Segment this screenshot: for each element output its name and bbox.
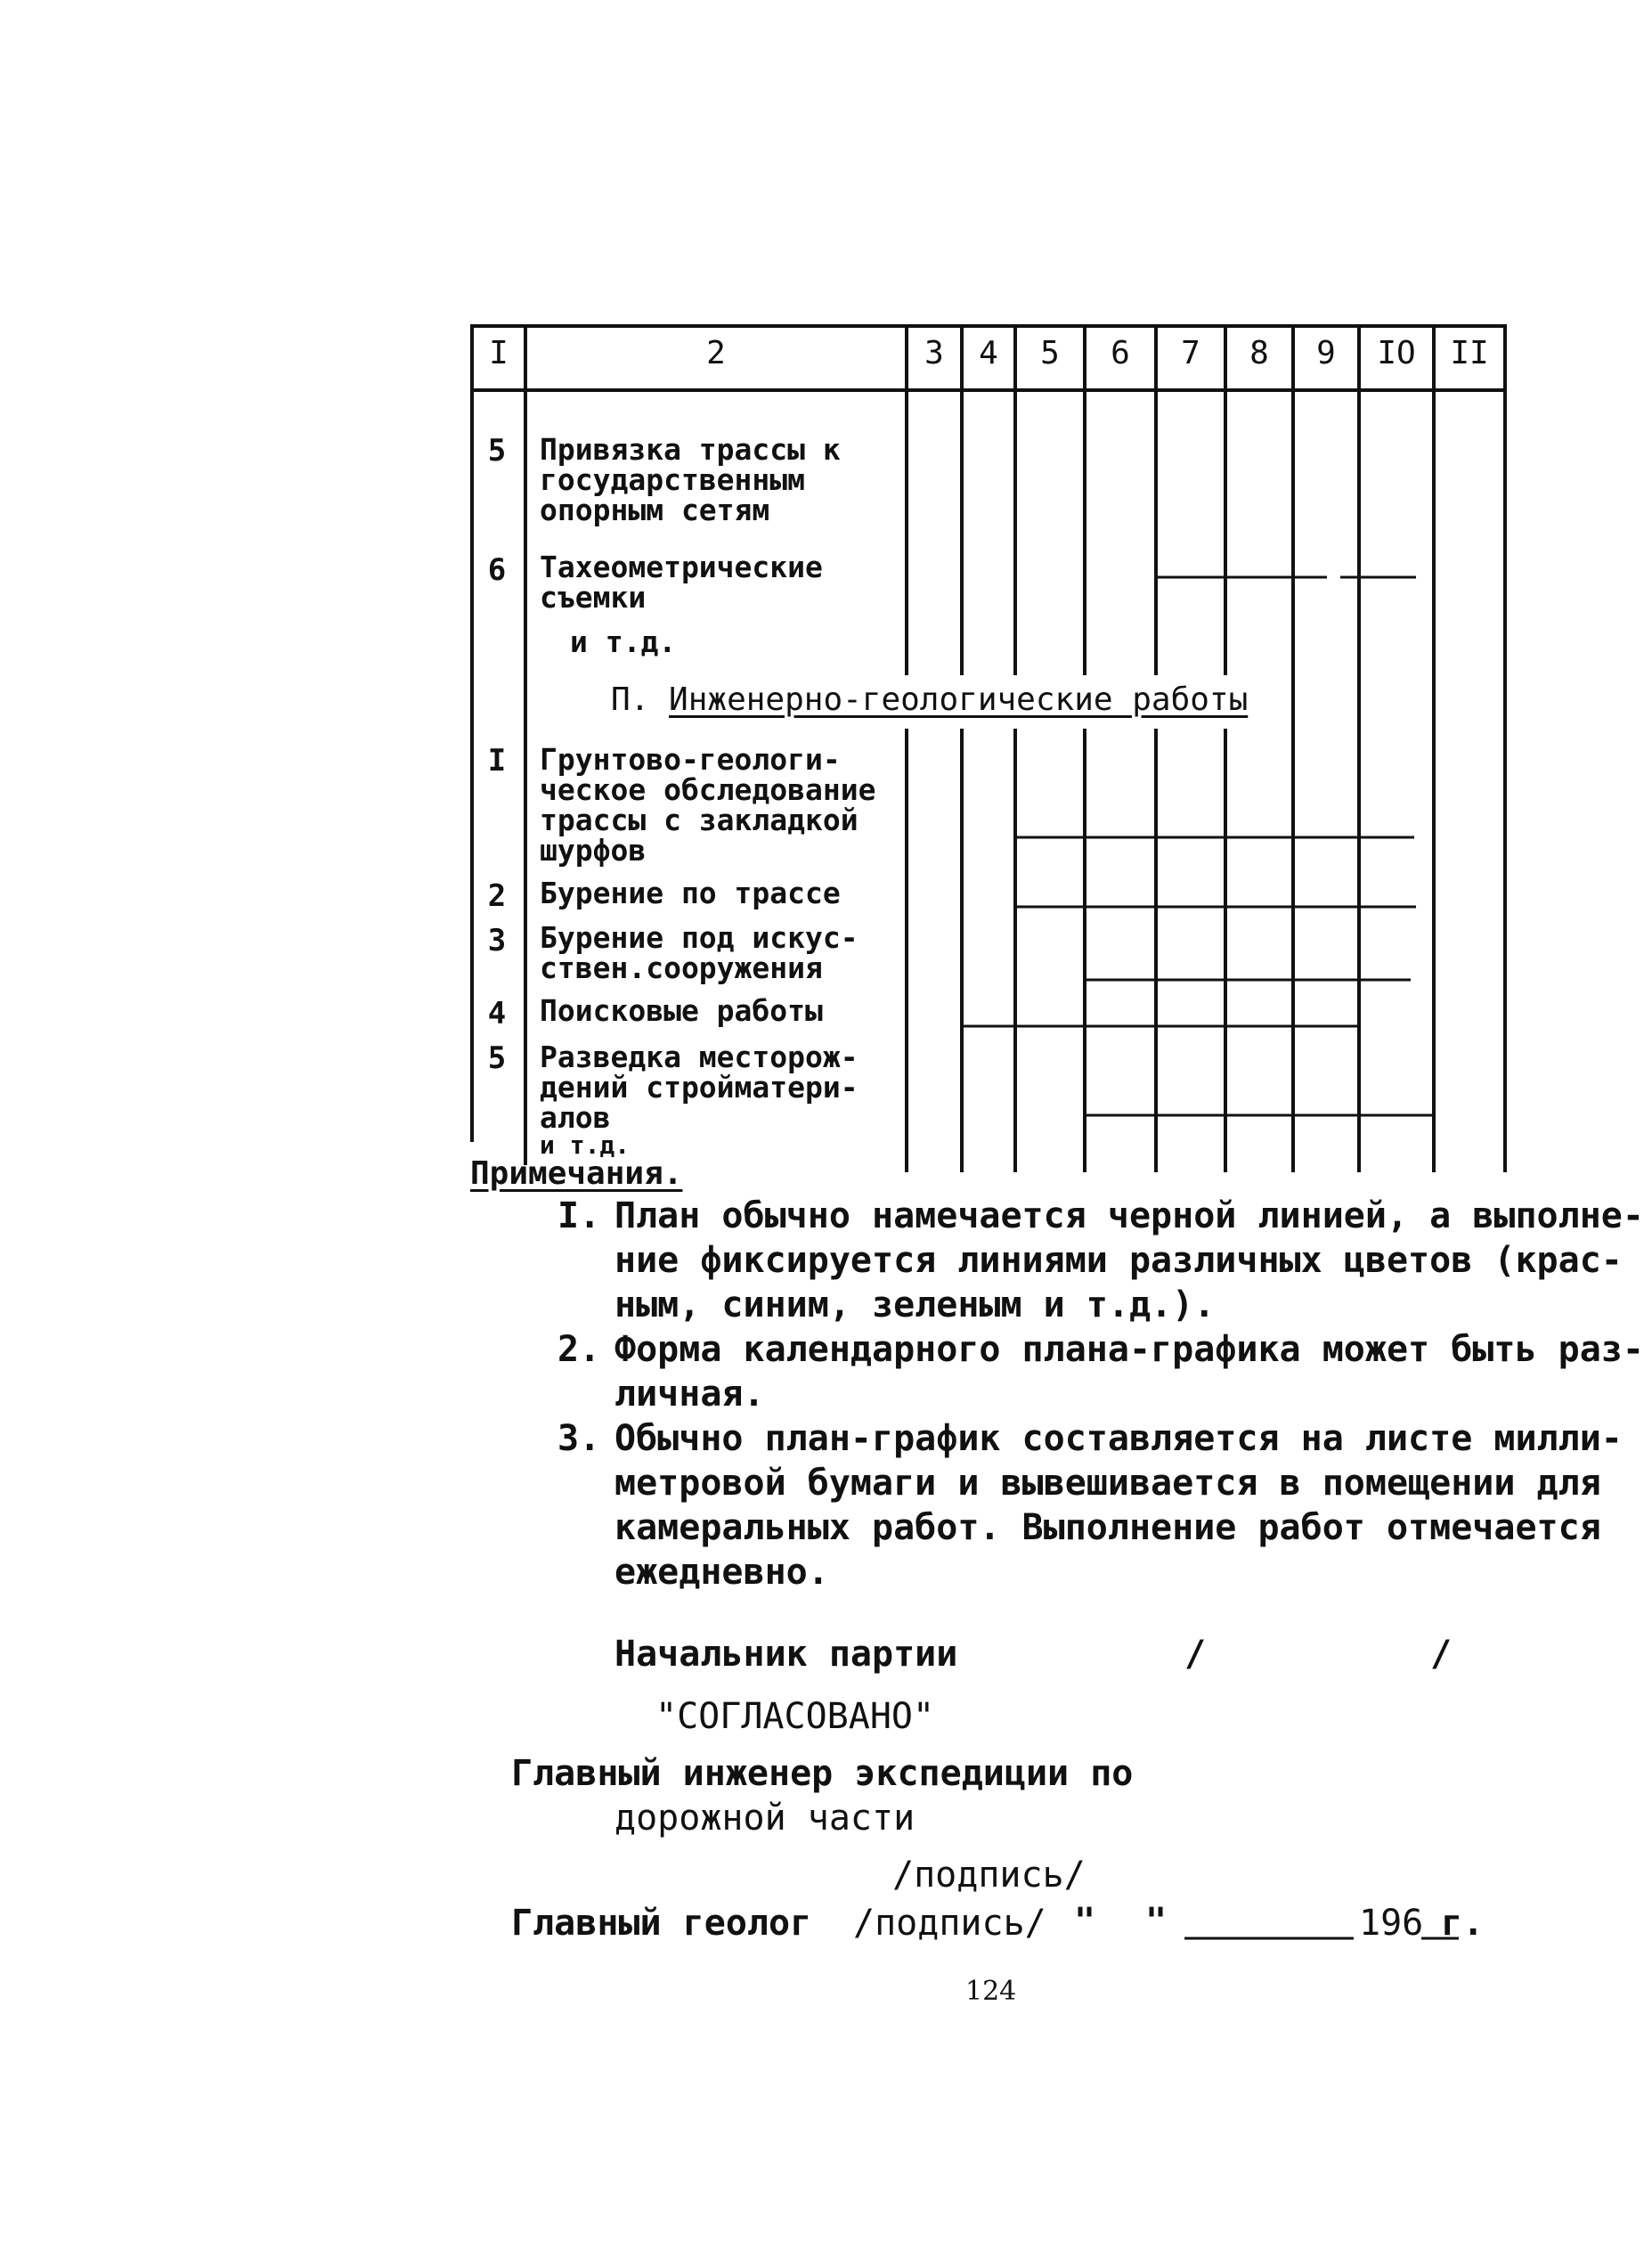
row-text-line: Грунтово-геологи-: [540, 742, 841, 777]
header-col-4: 4: [979, 335, 998, 371]
note-line: ежедневно.: [614, 1552, 829, 1593]
row-text-line: Бурение по трассе: [540, 876, 841, 910]
row-text-line: Тахеометрические: [540, 550, 823, 584]
agreed-label: "СОГЛАСОВАНО": [655, 1696, 935, 1737]
row-text-line: шурфов: [540, 833, 647, 868]
chief-geologist-label: Главный геолог: [511, 1903, 812, 1944]
date-quote-close: ": [1145, 1901, 1168, 1942]
header-col-6: 6: [1111, 335, 1130, 371]
chief-engineer-label: дорожной части: [614, 1798, 916, 1839]
year-suffix: г.: [1441, 1903, 1485, 1944]
row-text-line: Поисковые работы: [540, 993, 823, 1028]
header-col-11: II: [1450, 335, 1489, 371]
row-number: 2: [487, 878, 507, 914]
header-col-8: 8: [1249, 335, 1269, 371]
row-text-line: Бурение под искус-: [540, 920, 859, 955]
etc-marker: и т.д.: [540, 1130, 631, 1160]
section-name: Инженерно-геологические работы: [669, 681, 1249, 718]
chief-engineer-label: Главный инженер экспедиции по: [511, 1753, 1134, 1794]
note-line: метровой бумаги и вывешивается в помещении для: [614, 1463, 1601, 1504]
header-col-10: IO: [1377, 335, 1416, 371]
note-number: 2.: [557, 1329, 601, 1370]
row-text-line: трассы с закладкой: [540, 803, 859, 837]
row-text-line: ствен.сооружения: [540, 950, 823, 985]
row-number: 4: [487, 996, 507, 1032]
header-col-3: 3: [924, 335, 944, 371]
row-number: 6: [487, 552, 507, 588]
signature-slash: /: [1430, 1634, 1453, 1675]
header-col-7: 7: [1181, 335, 1200, 371]
signature-slash: /: [1184, 1634, 1207, 1675]
year-prefix: 196: [1359, 1903, 1424, 1944]
row-number: 5: [487, 1040, 507, 1076]
row-text-line: съемки: [540, 580, 647, 615]
row-number: 3: [487, 923, 507, 958]
note-line: План обычно намечается черной линией, а выполне-: [614, 1195, 1644, 1236]
header-col-1: I: [489, 335, 509, 371]
section-prefix: П.: [611, 681, 650, 718]
row-text-line: Привязка трассы к: [540, 432, 841, 467]
row-number: 5: [487, 433, 507, 469]
signature-placeholder: /подпись/: [853, 1903, 1046, 1944]
note-line: Форма календарного плана-графика может быть раз-: [614, 1329, 1644, 1370]
page-number: 124: [965, 1976, 1017, 2007]
note-number: I.: [557, 1195, 601, 1236]
etc-marker: и т.д.: [570, 624, 677, 659]
note-line: личная.: [614, 1374, 765, 1415]
row-text-line: Разведка месторож-: [540, 1040, 859, 1074]
row-text-line: ческое обследование: [540, 772, 876, 807]
note-number: 3.: [557, 1418, 601, 1459]
row-text-line: дений стройматери-: [540, 1070, 859, 1105]
notes-heading: Примечания.: [470, 1155, 683, 1192]
note-line: ным, синим, зеленым и т.д.).: [614, 1284, 1216, 1325]
note-line: Обычно план-график составляется на листе милли-: [614, 1418, 1623, 1459]
section-title: [611, 682, 1248, 718]
chief-party-label: Начальник партии: [614, 1634, 958, 1675]
header-col-5: 5: [1040, 335, 1060, 371]
row-number: I: [487, 743, 507, 779]
header-col-2: 2: [706, 335, 726, 371]
header-col-9: 9: [1316, 335, 1336, 371]
signature-placeholder: /подпись/: [892, 1855, 1086, 1896]
note-line: ние фиксируется линиями различных цветов (крас-: [614, 1240, 1623, 1281]
note-line: камеральных работ. Выполнение работ отмечается: [614, 1507, 1601, 1548]
date-quote-open: ": [1074, 1901, 1096, 1942]
row-text-line: государственным: [540, 462, 806, 497]
row-text-line: алов: [540, 1100, 611, 1135]
row-text-line: опорным сетям: [540, 493, 770, 527]
